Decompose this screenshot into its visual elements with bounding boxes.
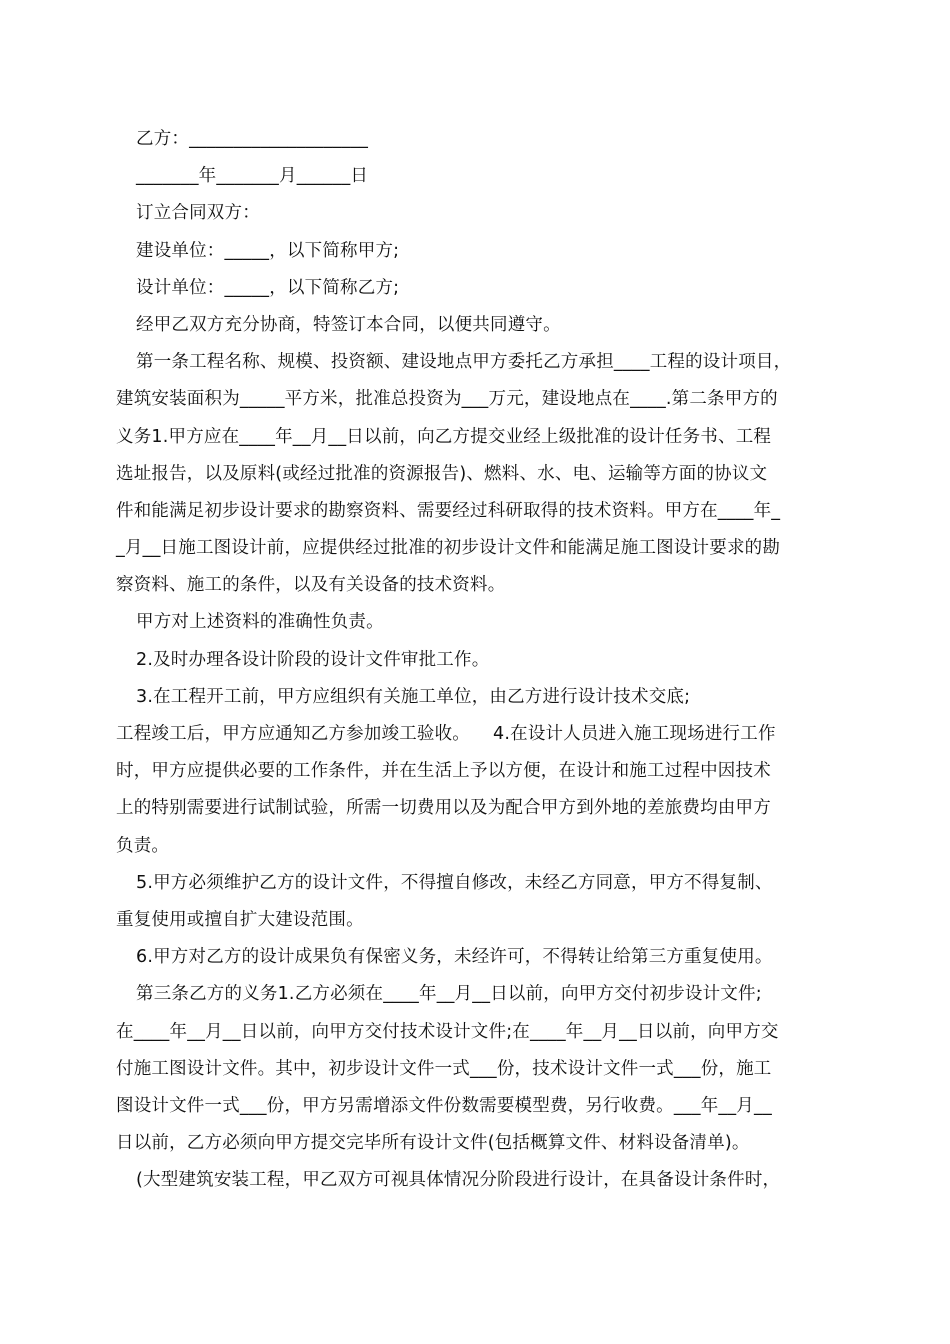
document-line: 5.甲方必须维护乙方的设计文件，不得擅自修改，未经乙方同意，甲方不得复制、: [136, 872, 773, 893]
document-line: 负责。: [116, 835, 170, 856]
document-line: 付施工图设计文件。其中，初步设计文件一式___份，技术设计文件一式___份，施工: [116, 1058, 772, 1079]
document-line: (大型建筑安装工程，甲乙双方可视具体情况分阶段进行设计，在具备设计条件时，: [136, 1170, 781, 1191]
document-line: 甲方对上述资料的准确性负责。: [136, 612, 384, 633]
document-line: 上的特别需要进行试制试验，所需一切费用以及为配合甲方到外地的差旅费均由甲方: [116, 798, 771, 819]
document-line: 选址报告，以及原料(或经过批准的资源报告)、燃料、水、电、运输等方面的协议文: [116, 463, 768, 484]
document-line: 时，甲方应提供必要的工作条件，并在生活上予以方便，在设计和施工过程中因技术: [116, 761, 771, 782]
document-line: 3.在工程开工前，甲方应组织有关施工单位，由乙方进行设计技术交底;: [136, 686, 691, 707]
document-line: 2.及时办理各设计阶段的设计文件审批工作。: [136, 649, 490, 670]
document-line: 工程竣工后，甲方应通知乙方参加竣工验收。 4.在设计人员进入施工现场进行工作: [116, 724, 776, 744]
document-line: 订立合同双方：: [136, 203, 260, 224]
document-line: 日以前，乙方必须向甲方提交完毕所有设计文件(包括概算文件、材料设备清单)。: [116, 1133, 750, 1154]
document-line: 6.甲方对乙方的设计成果负有保密义务，未经许可，不得转让给第三方重复使用。: [136, 947, 773, 968]
document-line: _______年_______月______日: [136, 166, 369, 187]
document-line: _月__日施工图设计前，应提供经过批准的初步设计文件和能满足施工图设计要求的勘: [116, 538, 781, 559]
document-line: 义务1.甲方应在____年__月__日以前，向乙方提交业经上级批准的设计任务书、工程: [116, 426, 772, 447]
document-line: 建筑安装面积为_____平方米，批准总投资为___万元，建设地点在____.第二条甲方的: [116, 389, 778, 410]
document-line: 第一条工程名称、规模、投资额、建设地点甲方委托乙方承担____工程的设计项目，: [136, 352, 792, 373]
document-line: 建设单位：_____，以下简称甲方;: [136, 240, 400, 261]
document-line: 重复使用或擅自扩大建设范围。: [116, 909, 364, 930]
document-line: 经甲乙双方充分协商，特签订本合同，以便共同遵守。: [136, 314, 561, 335]
document-line: 察资料、施工的条件，以及有关设备的技术资料。: [116, 575, 506, 596]
document-line: 设计单位：_____，以下简称乙方;: [136, 277, 400, 298]
document-body: [116, 121, 838, 1199]
document-line: 图设计文件一式___份，甲方另需增添文件份数需要模型费，另行收费。___年__月__: [116, 1095, 772, 1116]
document-line: 在____年__月__日以前，向甲方交付技术设计文件;在____年__月__日以前，向甲方交: [116, 1021, 779, 1042]
document-line: 乙方：____________________: [136, 129, 369, 149]
document-line: 件和能满足初步设计要求的勘察资料、需要经过科研取得的技术资料。甲方在____年_: [116, 500, 781, 521]
document-line: 第三条乙方的义务1.乙方必须在____年__月__日以前，向甲方交付初步设计文件;: [136, 984, 762, 1005]
